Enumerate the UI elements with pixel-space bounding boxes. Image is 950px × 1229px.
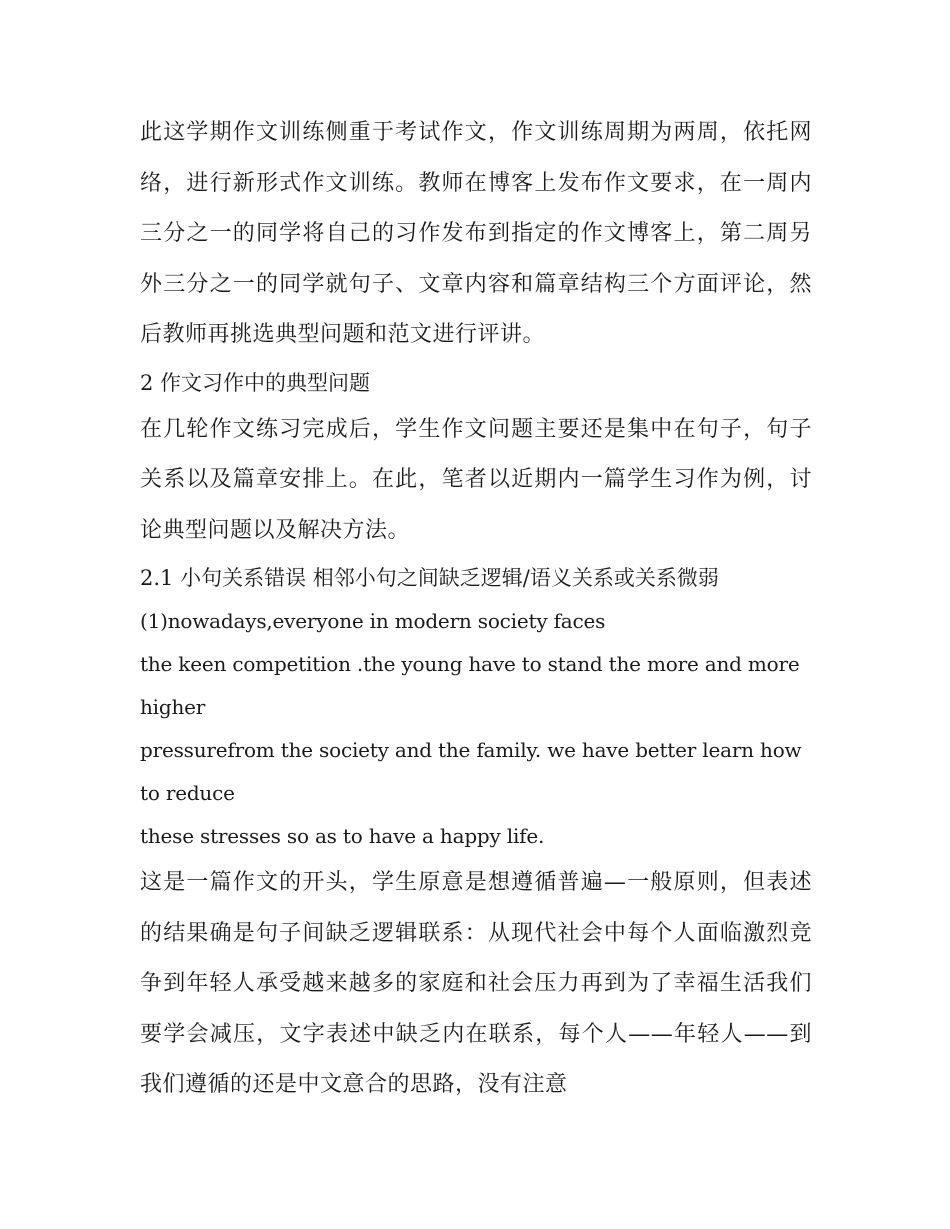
- document-page: [140, 108, 812, 1111]
- example-line: these stresses so as to have a happy life.: [140, 824, 545, 848]
- example-line: pressurefrom the society and the family. we have better learn how to reduce: [140, 738, 802, 805]
- paragraph-problem-summary: 在几轮作文练习完成后，学生作文问题主要还是集中在句子，句子关系以及篇章安排上。在此，笔者以近期内一篇学生习作为例，讨论典型问题以及解决方法。: [140, 416, 812, 543]
- example-line: the keen competition .the young have to stand the more and more higher: [140, 652, 800, 719]
- paragraph-training-method: 此这学期作文训练侧重于考试作文，作文训练周期为两周，依托网络，进行新形式作文训练。教师在博客上发布作文要求，在一周内三分之一的同学将自己的习作发布到指定的作文博客上，第二周另外三分之一的同学就句子、文章内容和篇章结构三个方面评论，然后教师再挑选典型问题和范文进行评讲。: [140, 120, 812, 347]
- example-line: (1)nowadays,everyone in modern society faces: [140, 609, 606, 633]
- student-example: [140, 600, 812, 858]
- section-heading-typical-problems: 2 作文习作中的典型问题: [140, 370, 371, 395]
- subsection-heading-clause-errors: 2.1 小句关系错误 相邻小句之间缺乏逻辑/语义关系或关系微弱: [140, 566, 719, 590]
- paragraph-analysis: 这是一篇作文的开头，学生原意是想遵循普遍—一般原则，但表述的结果确是句子间缺乏逻辑联系：从现代社会中每个人面临激烈竞争到年轻人承受越来越多的家庭和社会压力再到为了幸福生活我们要学会减压，文字表述中缺乏内在联系，每个人——年轻人——到我们遵循的还是中文意合的思路，没有注意: [140, 870, 812, 1097]
